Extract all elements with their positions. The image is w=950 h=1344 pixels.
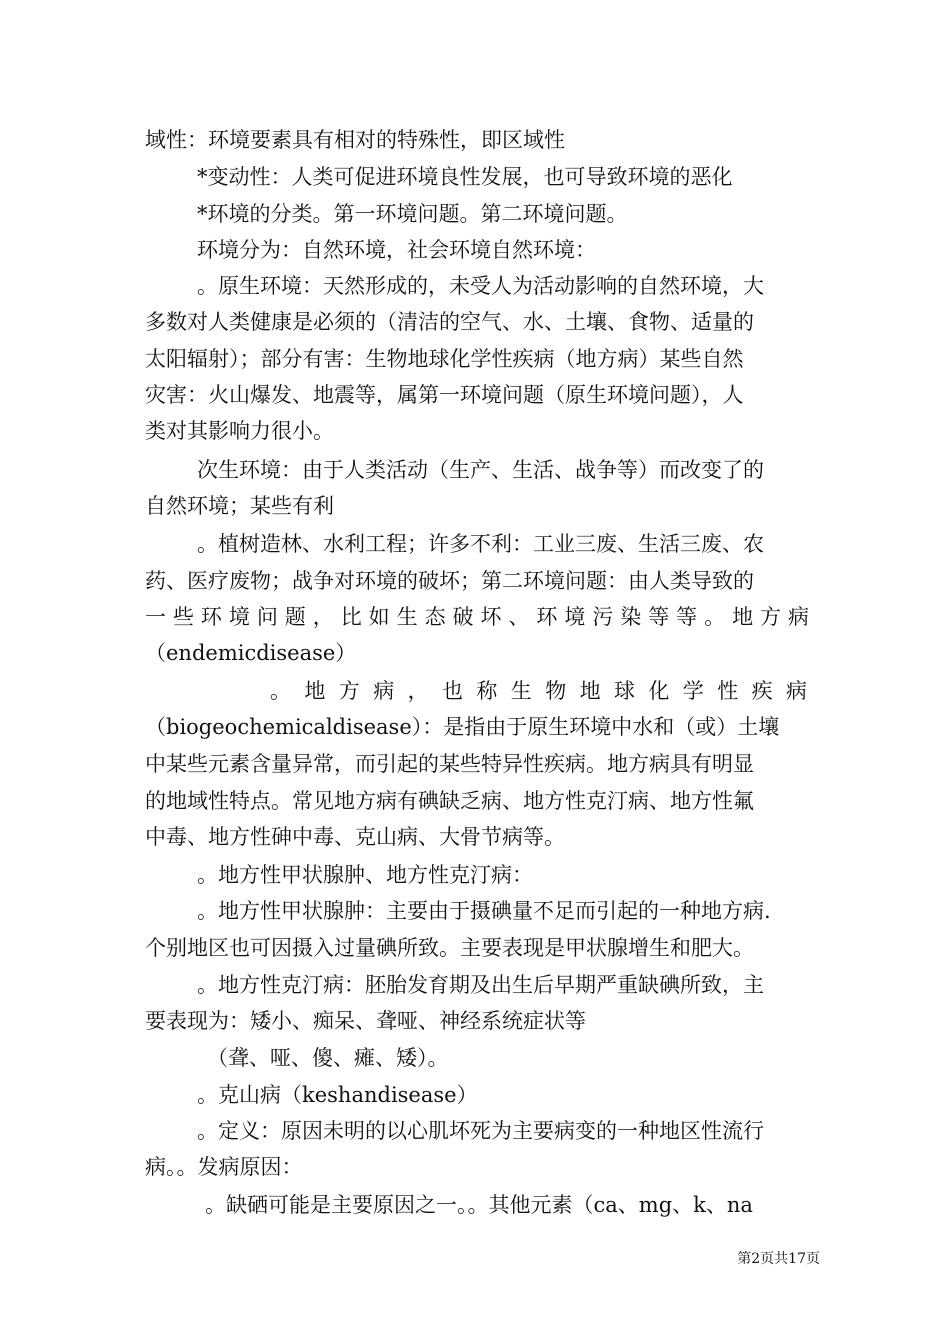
text-line: *变动性：人类可促进环境良性发展，也可导致环境的恶化: [197, 165, 733, 189]
text-line: 次生环境：由于人类活动（生产、生活、战争等）而改变了的: [197, 458, 764, 482]
text-line: 类对其影响力很小。: [145, 419, 334, 443]
text-line: 。原生环境：天然形成的，未受人为活动影响的自然环境，大: [197, 274, 764, 298]
text-line: 。植树造林、水利工程；许多不利：工业三废、生活三废、农: [197, 532, 764, 556]
text-line: （endemicdisease）: [145, 641, 357, 665]
text-line: 药、医疗废物；战争对环境的破坏；第二环境问题：由人类导致的: [145, 569, 754, 593]
text-line: 域性：环境要素具有相对的特殊性，即区域性: [145, 128, 565, 152]
text-line: 。克山病（keshandisease）: [197, 1083, 478, 1107]
text-line: 病。。发病原因：: [145, 1155, 303, 1179]
text-line: 。地方性甲状腺肿：主要由于摄碘量不足而引起的一种地方病.: [197, 899, 771, 923]
text-line: 。地方病，也称生物地球化学性疾病: [270, 679, 807, 703]
text-line: 环境分为：自然环境，社会环境自然环境：: [197, 238, 596, 262]
text-line: *环境的分类。第一环境问题。第二环境问题。: [197, 202, 628, 226]
text-line: （biogeochemicaldisease）：是指由于原生环境中水和（或）土壤: [145, 715, 780, 739]
text-line: 中毒、地方性砷中毒、克山病、大骨节病等。: [145, 825, 565, 849]
text-line: 中某些元素含量异常，而引起的某些特异性疾病。地方病具有明显: [145, 752, 754, 776]
text-line: 太阳辐射）；部分有害：生物地球化学性疾病（地方病）某些自然: [145, 347, 744, 371]
text-line: 自然环境；某些有利: [145, 494, 334, 518]
text-line: 。地方性克汀病：胚胎发育期及出生后早期严重缺碘所致，主: [197, 973, 764, 997]
text-line: 。地方性甲状腺肿、地方性克汀病：: [197, 863, 533, 887]
text-line: 。缺硒可能是主要原因之一。。其他元素（ca、mg、k、na: [205, 1193, 753, 1217]
text-line: 要表现为：矮小、痴呆、聋哑、神经系统症状等: [145, 1009, 586, 1033]
text-line: 个别地区也可因摄入过量碘所致。主要表现是甲状腺增生和肥大。: [145, 936, 754, 960]
page-number: 第2页共17页: [737, 1251, 820, 1267]
text-line: 灾害：火山爆发、地震等，属第一环境问题（原生环境问题），人: [145, 383, 744, 407]
text-line: 的地域性特点。常见地方病有碘缺乏病、地方性克汀病、地方性氟: [145, 789, 754, 813]
text-line: （聋、哑、傻、瘫、矮）。: [207, 1046, 449, 1070]
text-line: 。定义：原因未明的以心肌坏死为主要病变的一种地区性流行: [197, 1119, 764, 1143]
text-line: 多数对人类健康是必须的（清洁的空气、水、土壤、食物、适量的: [145, 310, 754, 334]
text-line: 一些环境问题，比如生态破坏、环境污染等等。地方病: [145, 605, 809, 629]
